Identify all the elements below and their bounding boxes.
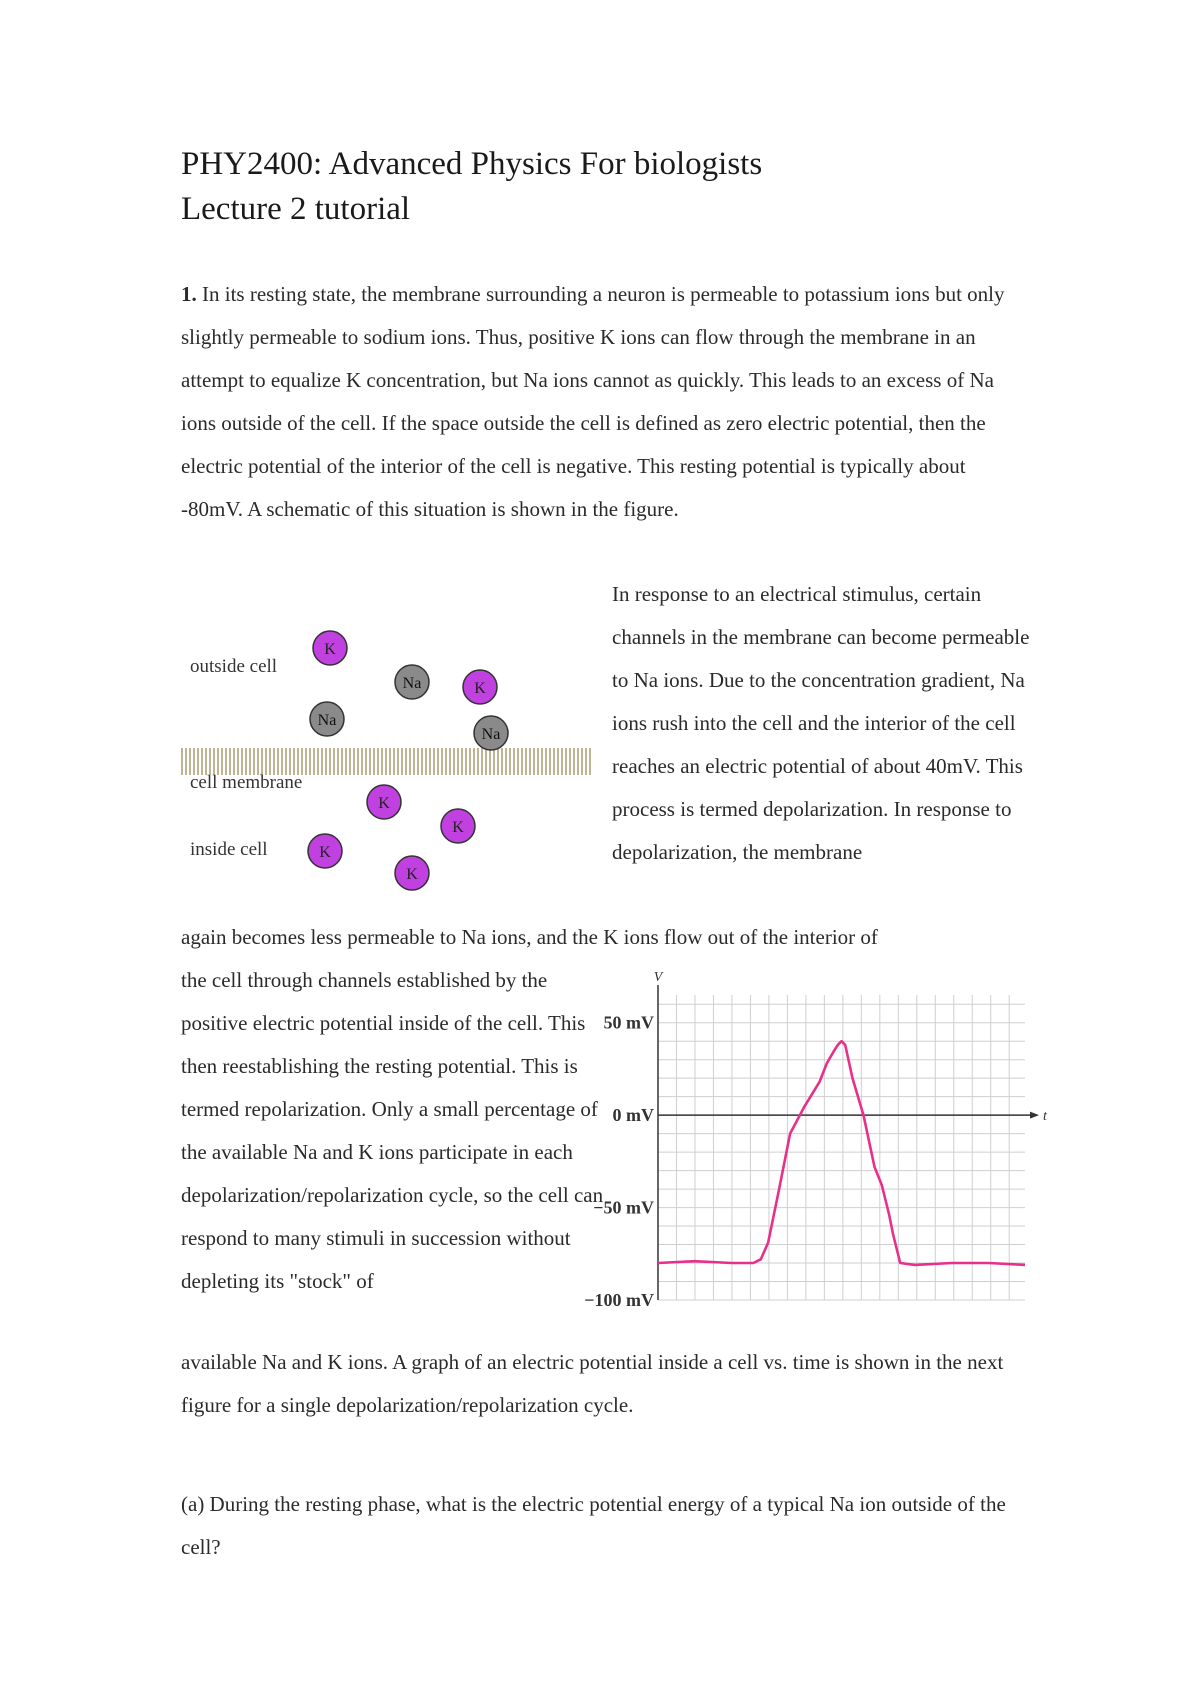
conclusion-text: available Na and K ions. A graph of an electric potential inside a cell vs. time is shown in the next figure for a single depolarization/repolarization cycle. xyxy=(181,1350,1004,1417)
intro-text: In its resting state, the membrane surrounding a neuron is permeable to potassium ions but only slightly permeable to sodium ions. Thus, positive K ions can flow through the membrane in an attempt to equalize K concentration, but Na ions cannot as quickly. This leads to an excess of Na ions outside of the cell. If the space outside the cell is defined as zero electric potential, then the electric potential of the interior of the cell is negative. This resting potential is typically about -80mV. A schematic of this situation is shown in the figure. xyxy=(181,282,1005,521)
question-1-intro xyxy=(181,273,1031,531)
ion-symbol: Na xyxy=(402,675,422,692)
ion-symbol: K xyxy=(406,866,418,883)
page-title xyxy=(181,142,762,232)
ion-symbol: K xyxy=(452,819,464,836)
outside-cell-label: outside cell xyxy=(190,656,278,677)
potassium-ion xyxy=(308,834,342,868)
potassium-ion xyxy=(395,856,429,890)
sodium-ion xyxy=(474,716,508,750)
title-line-2: Lecture 2 tutorial xyxy=(181,191,411,227)
y-tick-label: 0 mV xyxy=(612,1105,654,1126)
potassium-ion xyxy=(463,670,497,704)
x-axis-arrow xyxy=(1030,1112,1039,1119)
action-potential-chart xyxy=(584,970,1047,1320)
y-tick-label: 50 mV xyxy=(603,1012,654,1033)
y-axis-label: V xyxy=(653,970,663,985)
x-axis-label: t xyxy=(1043,1109,1047,1125)
title-line-1: PHY2400: Advanced Physics For biologists xyxy=(181,146,763,182)
ion-symbol: K xyxy=(319,844,331,861)
inside-cell-label: inside cell xyxy=(190,839,268,860)
potassium-ion xyxy=(367,785,401,819)
ion-symbol: Na xyxy=(481,726,501,743)
sodium-ion xyxy=(310,702,344,736)
chart-axes xyxy=(654,970,1048,1300)
membrane-stripes xyxy=(182,748,590,775)
left-column-text: the cell through channels established by the positive electric potential inside of the cell. This then reestablishing the resting potential. This is termed repolarization. Only a small percentage of the available Na and K ions participate in each depolarization/repolarization cycle, so the cell can respond to many stimuli in succession without depleting its "stock" of xyxy=(181,968,604,1293)
membrane-diagram xyxy=(180,620,600,910)
potassium-ion xyxy=(441,809,475,843)
sodium-ion xyxy=(395,665,429,699)
ion-symbol: K xyxy=(474,680,486,697)
question-number: 1. xyxy=(181,282,197,306)
full-width-line: again becomes less permeable to Na ions, and the K ions flow out of the interior of xyxy=(181,925,878,949)
ion-symbol: K xyxy=(324,641,336,658)
cell-membrane-label: cell membrane xyxy=(190,772,303,793)
right-column-text: In response to an electrical stimulus, certain channels in the membrane can become permeable to Na ions. Due to the concentration gradient, Na ions rush into the cell and the interior of the cell reaches an electric potential of about 40mV. This process is termed depolarization. In response to depolarization, the membrane xyxy=(612,582,1030,864)
y-tick-label: −50 mV xyxy=(593,1197,654,1218)
ion-symbol: Na xyxy=(317,712,337,729)
potassium-ion xyxy=(313,631,347,665)
part-a-question: (a) During the resting phase, what is the electric potential energy of a typical Na ion outside of the cell? xyxy=(181,1492,1006,1559)
y-tick-label: −100 mV xyxy=(584,1290,654,1310)
ion-symbol: K xyxy=(378,795,390,812)
